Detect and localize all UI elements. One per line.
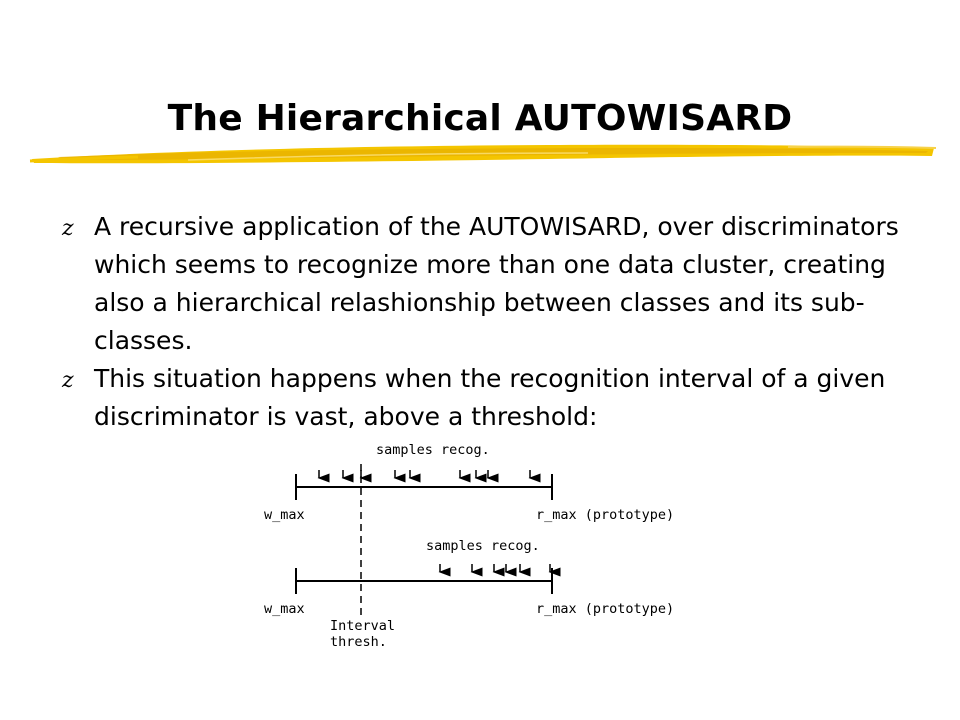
bullet-list: [62, 208, 922, 436]
threshold-label-line2: thresh.: [330, 634, 387, 650]
bullet-glyph: z: [62, 216, 74, 241]
slide-title: The Hierarchical AUTOWISARD: [167, 98, 793, 139]
bullet-item: [62, 208, 922, 360]
top-sample-arrows: [319, 470, 530, 478]
threshold-diagram: [250, 438, 710, 658]
top-w-max-label: w_max: [264, 507, 305, 523]
bottom-samples-label: samples recog.: [426, 538, 540, 554]
top-samples-label: samples recog.: [376, 442, 490, 458]
bullet-glyph: z: [62, 368, 74, 393]
title-underline-brush: [28, 138, 938, 178]
bottom-r-max-label: r_max (prototype): [536, 601, 675, 617]
bottom-sample-arrows: [440, 564, 550, 572]
bullet-item: [62, 360, 922, 436]
top-r-max-label: r_max (prototype): [536, 507, 675, 523]
bullet-text: This situation happens when the recognition interval of a given discriminator is vast, above a threshold:: [94, 364, 886, 431]
threshold-label-line1: Interval: [330, 618, 396, 634]
bottom-w-max-label: w_max: [264, 601, 305, 617]
bullet-text: A recursive application of the AUTOWISARD, over discriminators which seems to recognize more than one data cluster, creating also a hierarchical relashionship between classes and its sub-classes.: [94, 212, 899, 355]
